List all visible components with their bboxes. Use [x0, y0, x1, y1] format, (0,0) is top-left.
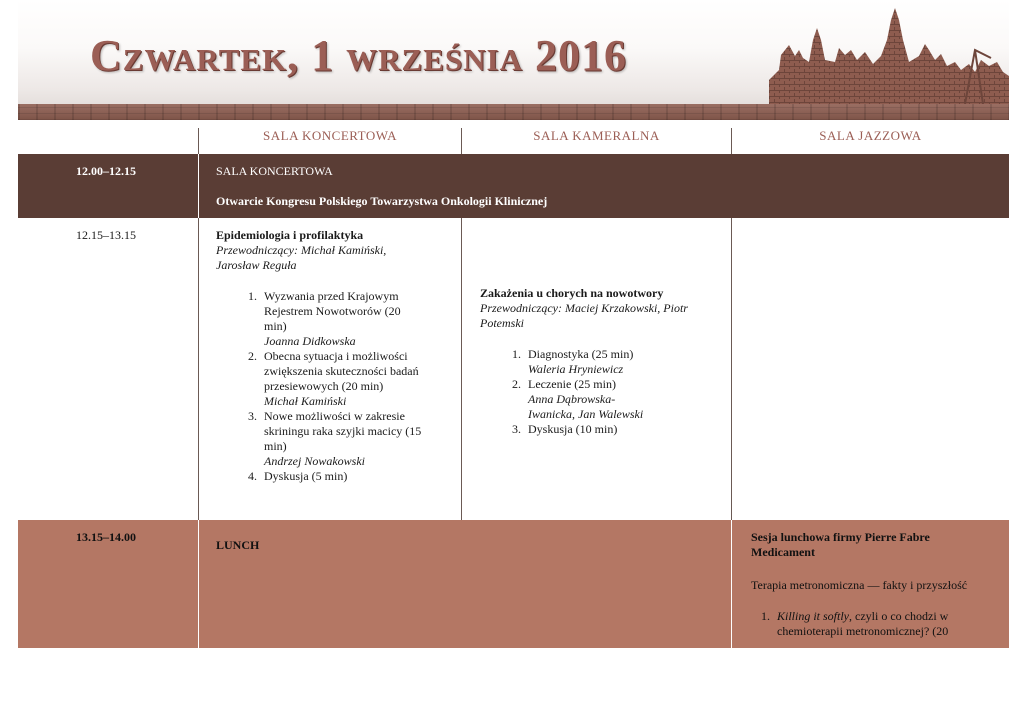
schedule-row-lunch [18, 520, 1009, 648]
talk-list-koncertowa [238, 289, 423, 484]
session-lunch-sponsor [751, 530, 991, 639]
session-subtitle: Terapia metronomiczna — fakty i przyszłość [751, 578, 968, 592]
schedule-row-sessions [18, 218, 1009, 520]
list-item: 1. Killing it softly, czyli o co chodzi w chemioterapii metronomicznej? (20 [773, 609, 991, 639]
list-item: 3. Dyskusja (10 min) [524, 422, 662, 437]
session-title: Zakażenia u chorych na nowotwory [480, 286, 664, 300]
session-title: Otwarcie Kongresu Polskiego Towarzystwa Onkologii Klinicznej [216, 194, 548, 208]
session-title: Sesja lunchowa firmy Pierre Fabre Medicament [751, 530, 930, 559]
talk-list-kameralna [502, 347, 662, 437]
brick-strip [18, 104, 1009, 120]
list-item: 1. Diagnostyka (25 min) Waleria Hryniewicz [524, 347, 662, 377]
room-kameralna: SALA KAMERALNA [533, 128, 660, 143]
room-header-row [18, 128, 1009, 154]
session-title: Epidemiologia i profilaktyka [216, 228, 364, 242]
lunch-label: LUNCH [216, 538, 260, 552]
session-chairs: Przewodniczący: Michał Kamiński, Jarosław Reguła [216, 243, 387, 272]
room-koncertowa: SALA KONCERTOWA [263, 128, 397, 143]
schedule-row-opening [18, 154, 1009, 218]
time-cell: 12.15–13.15 [76, 228, 136, 242]
header-banner [18, 0, 1009, 120]
list-item: 1. Wyzwania przed Krajowym Rejestrem Nowotworów (20 min) Joanna Didkowska [260, 289, 423, 349]
session-room: SALA KONCERTOWA [216, 164, 333, 178]
session-infections [480, 286, 690, 331]
city-skyline-image [769, 0, 1009, 120]
list-item: 3. Nowe możliwości w zakresie skriningu raka szyjki macicy (15 min) Andrzej Nowakowski [260, 409, 423, 469]
session-epidemiology [216, 228, 406, 273]
list-item: 2. Obecna sytuacja i możliwości zwiększenia skuteczności badań przesiewowych (20 min) Michał Kamiński [260, 349, 423, 409]
time-cell: 12.00–12.15 [76, 164, 136, 178]
session-chairs: Przewodniczący: Maciej Krzakowski, Piotr Potemski [480, 301, 688, 330]
time-cell: 13.15–14.00 [76, 530, 136, 544]
page-title: Czwartek, 1 września 2016 [90, 31, 627, 80]
list-item: 4. Dyskusja (5 min) [260, 469, 423, 484]
list-item: 2. Leczenie (25 min) Anna Dąbrowska-Iwanicka, Jan Walewski [524, 377, 662, 422]
room-jazzowa: SALA JAZZOWA [819, 128, 922, 143]
